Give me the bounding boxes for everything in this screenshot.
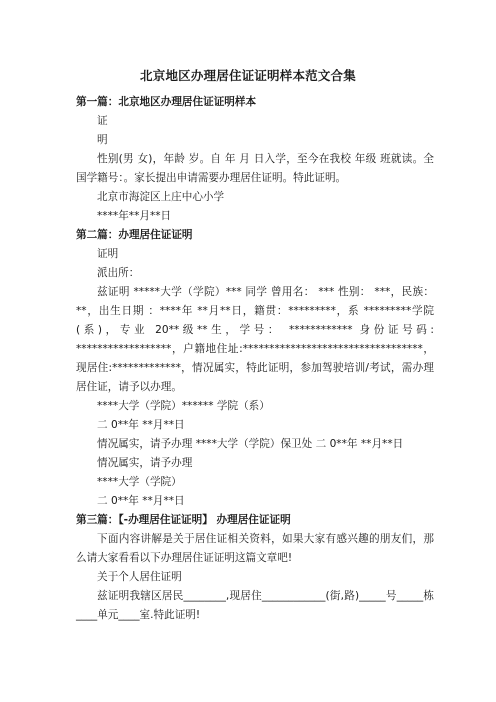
section-2-heading: 第二篇：办理居住证证明 <box>76 229 193 241</box>
paragraph: 派出所： <box>97 267 140 279</box>
paragraph: 下面内容讲解是关于居住证相关资料，如果大家有感兴趣的朋友们，那么请大家看看以下办理居住证证明这篇文章吧! <box>76 533 434 564</box>
section-1-heading: 第一篇：北京地区办理居住证证明样本 <box>76 96 257 108</box>
paragraph: 证 <box>97 115 108 127</box>
paragraph: 兹证明 *****大学（学院）*** 同学 曾用名： *** 性别： ***，民族：**，出生日期 ：****年 **月**日，籍贯：*********，系 *********学院(系)，专业 20**级**生，学号： ************ 身份证号码: ******************，户籍地住址:**********************************，现居住:*************，情况属实，特此证明，参加驾驶培训/考试，需办理居住证，请予以办理。 <box>76 286 434 393</box>
document-body <box>76 93 434 625</box>
paragraph: ****大学（学院） <box>97 476 182 488</box>
paragraph: 二 0**年 **月**日 <box>97 495 185 507</box>
paragraph: 性别(男 女)，年龄 岁。自 年 月 日入学，至今在我校 年级 班就读。全国学籍号：。家长提出申请需要办理居住证明。特此证明。 <box>76 153 434 184</box>
paragraph: 北京市海淀区上庄中心小学 <box>97 191 225 203</box>
paragraph: 二 0**年 **月**日 <box>97 419 185 431</box>
paragraph: ****年**月**日 <box>97 210 172 222</box>
paragraph: 兹证明我辖区居民________,现居住____________(街,路)_____号_____栋____单元____室.特此证明! <box>76 590 434 621</box>
paragraph: 证明 <box>97 248 119 260</box>
section-3-heading: 第三篇：【-办理居住证证明】 办理居住证证明 <box>76 514 291 526</box>
paragraph: 情况属实，请予办理 ****大学（学院）保卫处 二 0**年 **月**日 <box>97 438 404 450</box>
paragraph: 关于个人居住证明 <box>97 571 182 583</box>
document-title: 北京地区办理居住证证明样本范文合集 <box>140 68 356 83</box>
paragraph: 情况属实，请予办理 <box>97 457 193 469</box>
paragraph: ****大学（学院）****** 学院（系） <box>97 400 270 412</box>
paragraph: 明 <box>97 134 108 146</box>
